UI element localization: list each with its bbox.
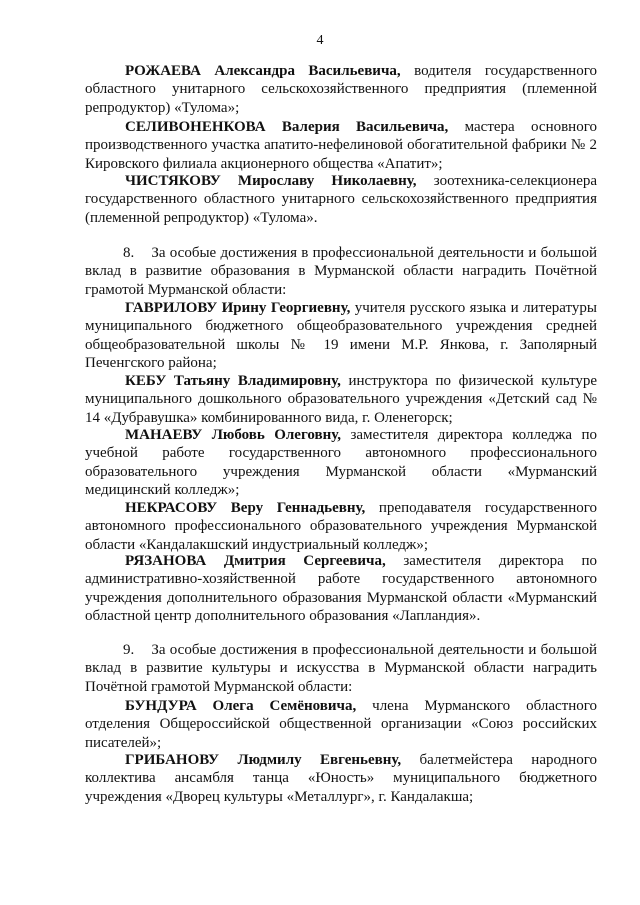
awardee-name: МАНАЕВУ Любовь Олеговну,	[125, 427, 342, 443]
section-9-heading	[85, 641, 597, 696]
award-entry-rozhaeva	[85, 62, 597, 117]
award-entry-bundura	[85, 697, 597, 752]
awardee-position: учителя русского языка и литературы муниципального бюджетного общеобразовательного учреждения средней общеобразовательной школы № 19 имени М.Р. Янкова, г. Заполярный Печенгского района;	[85, 300, 597, 372]
section-text: 9. За особые достижения в профессиональной деятельности и большой вклад в развитие культуры и искусства в Мурманской области наградить Почётной грамотой Мурманской области:	[85, 642, 597, 695]
award-entry-nekrasova	[85, 499, 597, 554]
section-text: 8. За особые достижения в профессиональной деятельности и большой вклад в развитие образования в Мурманской области наградить Почётной грамотой Мурманской области:	[85, 245, 597, 298]
awardee-position: балетмейстера народного коллектива ансамбля танца «Юность» муниципального бюджетного учреждения «Дворец культуры «Металлург», г. Кандалакша;	[85, 752, 597, 805]
award-entry-ryazanov	[85, 552, 597, 626]
award-entry-chistyakova	[85, 172, 597, 227]
award-entry-manaeva	[85, 426, 597, 500]
awardee-position: водителя государственного областного унитарного сельскохозяйственного предприятия (племенной репродуктор) «Тулома»;	[85, 63, 597, 116]
awardee-name: СЕЛИВОНЕНКОВА Валерия Васильевича,	[125, 119, 449, 135]
awardee-name: НЕКРАСОВУ Веру Геннадьевну,	[125, 500, 366, 516]
award-entry-gribanova	[85, 751, 597, 806]
awardee-position: зоотехника-селекционера государственного областного унитарного сельскохозяйственного предприятия (племенной репродуктор) «Тулома».	[85, 173, 598, 226]
awardee-name: ГРИБАНОВУ Людмилу Евгеньевну,	[125, 752, 402, 768]
section-8-heading	[85, 244, 597, 299]
award-entry-keba	[85, 372, 597, 427]
awardee-name: ГАВРИЛОВУ Ирину Георгиевну,	[125, 300, 351, 316]
awardee-position: заместителя директора по административно-хозяйственной работе государственного автономного учреждения дополнительного образования Мурманской области «Мурманский областной центр дополнительного образования «Лапландия».	[85, 553, 597, 625]
award-entry-selivonenkova	[85, 118, 597, 173]
award-entry-gavrilova	[85, 299, 597, 373]
awardee-name: РЯЗАНОВА Дмитрия Сергеевича,	[125, 553, 386, 569]
awardee-position: заместителя директора колледжа по учебной работе государственного автономного профессионального образовательного учреждения Мурманской области «Мурманский медицинский колледж»;	[85, 427, 597, 499]
awardee-position: члена Мурманского областного отделения Общероссийской общественной организации «Союз российских писателей»;	[85, 698, 597, 751]
awardee-name: РОЖАЕВА Александра Васильевича,	[125, 63, 401, 79]
page-number: 4	[316, 33, 324, 48]
awardee-position: инструктора по физической культуре муниципального дошкольного образовательного учреждения «Детский сад № 14 «Дубравушка» комбинированного вида, г. Оленегорск;	[85, 373, 597, 426]
awardee-name: БУНДУРА Олега Семёновича,	[125, 698, 357, 714]
awardee-position: преподавателя государственного автономного профессионального образовательного учреждения Мурманской области «Кандалакшский индустриальный колледж»;	[85, 500, 598, 553]
awardee-name: КЕБУ Татьяну Владимировну,	[125, 373, 341, 389]
awardee-position: мастера основного производственного участка апатито-нефелиновой обогатительной фабрики № 2 Кировского филиала акционерного общества «Апатит»;	[85, 119, 597, 172]
awardee-name: ЧИСТЯКОВУ Мирославу Николаевну,	[125, 173, 417, 189]
